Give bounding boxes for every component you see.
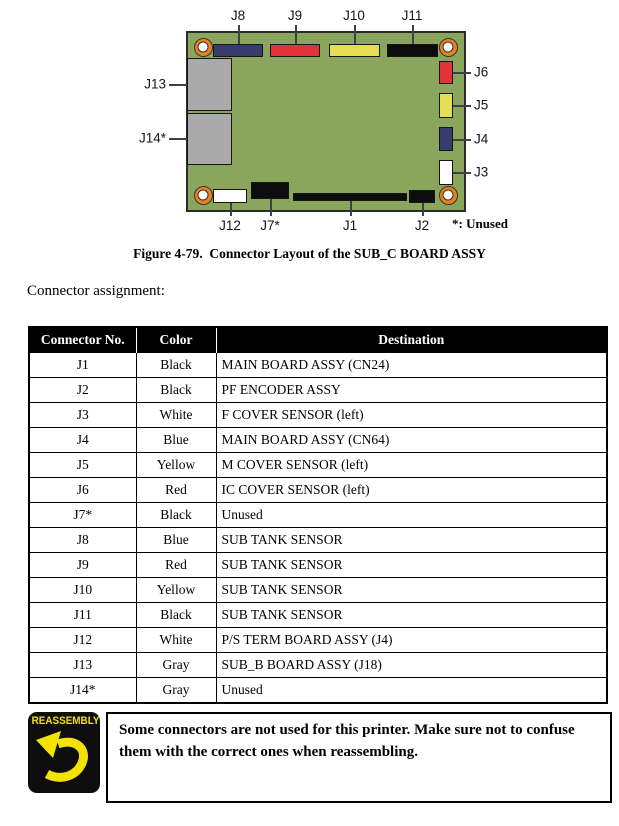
table-cell: J11 [29,603,136,628]
reassembly-icon-label: REASSEMBLY [31,715,100,727]
table-cell: IC COVER SENSOR (left) [216,478,607,503]
table-cell: Black [136,378,216,403]
table-cell: SUB TANK SENSOR [216,603,607,628]
table-row [29,403,607,428]
connector-j6 [439,61,453,84]
table-cell: SUB TANK SENSOR [216,578,607,603]
connector-j10 [329,44,380,57]
column-header: Connector No. [29,327,136,353]
table-row [29,378,607,403]
leader-line-j12 [230,203,232,216]
connector-label-j10: J10 [343,8,365,23]
table-cell: J6 [29,478,136,503]
connector-label-j1: J1 [342,218,358,233]
reassembly-icon [28,712,100,793]
table-cell: J5 [29,453,136,478]
table-row [29,428,607,453]
unused-note: *: Unused [452,216,508,231]
leader-line-j9 [295,25,297,44]
reassembly-note-text: Some connectors are not used for this printer. Make sure not to confuse them with the correct ones when reassembling. [119,722,575,760]
table-cell: Black [136,503,216,528]
table-row [29,678,607,704]
leader-line-j5 [453,105,471,107]
connector-label-j14: J14* [138,130,166,146]
connector-j9 [270,44,320,57]
connector-label-j5: J5 [474,97,489,113]
connector-label-j9: J9 [287,8,303,23]
connector-j14 [187,113,232,165]
leader-line-j1 [350,201,352,216]
table-cell: J3 [29,403,136,428]
table-cell: Blue [136,428,216,453]
connector-label-j6: J6 [474,64,489,80]
leader-line-j10 [354,25,356,44]
table-row [29,628,607,653]
connector-j5 [439,93,453,118]
mounting-hole [194,38,213,57]
column-header: Destination [216,327,607,353]
table-cell: F COVER SENSOR (left) [216,403,607,428]
table-cell: Red [136,478,216,503]
table-row [29,503,607,528]
connector-j7 [251,182,289,199]
leader-line-j14 [169,138,187,140]
connector-j1 [293,193,407,201]
table-cell: P/S TERM BOARD ASSY (J4) [216,628,607,653]
table-cell: J2 [29,378,136,403]
connector-label-j2: J2 [414,218,430,233]
table-cell: SUB_B BOARD ASSY (J18) [216,653,607,678]
table-cell: Red [136,553,216,578]
leader-line-j4 [453,139,471,141]
table-row [29,453,607,478]
intro-text: Connector assignment: [27,283,165,299]
connector-j13 [187,58,232,111]
table-cell: J13 [29,653,136,678]
table-cell: White [136,628,216,653]
table-row [29,553,607,578]
connector-j11 [387,44,438,57]
leader-line-j13 [169,84,187,86]
connector-label-j11: J11 [401,8,423,23]
table-cell: Black [136,603,216,628]
table-cell: Black [136,353,216,378]
table-cell: SUB TANK SENSOR [216,553,607,578]
table-cell: MAIN BOARD ASSY (CN64) [216,428,607,453]
table-row [29,353,607,378]
table-cell: Unused [216,503,607,528]
connector-label-j13: J13 [144,76,166,92]
connector-j3 [439,160,453,185]
table-cell: M COVER SENSOR (left) [216,453,607,478]
table-cell: J1 [29,353,136,378]
connector-label-j12: J12 [219,218,241,233]
table-cell: J7* [29,503,136,528]
table-cell: J8 [29,528,136,553]
leader-line-j2 [422,203,424,216]
table-cell: Gray [136,678,216,704]
connector-j4 [439,127,453,151]
table-row [29,578,607,603]
table-cell: White [136,403,216,428]
table-cell: SUB TANK SENSOR [216,528,607,553]
connector-j2 [409,190,435,203]
connector-label-j3: J3 [474,164,489,180]
mounting-hole [439,186,458,205]
leader-line-j6 [453,72,471,74]
mounting-hole [194,186,213,205]
table-header-row [29,327,607,353]
table-cell: J10 [29,578,136,603]
connector-label-j4: J4 [474,131,489,147]
leader-line-j11 [412,25,414,44]
board-figure [0,0,619,240]
table-cell: MAIN BOARD ASSY (CN24) [216,353,607,378]
table-cell: J4 [29,428,136,453]
table-cell: J9 [29,553,136,578]
table-cell: Yellow [136,453,216,478]
table-row [29,528,607,553]
connector-label-j7: J7* [260,218,280,233]
figure-caption: Figure 4-79. Connector Layout of the SUB_C BOARD ASSY [133,246,486,261]
table-cell: J14* [29,678,136,704]
table-cell: PF ENCODER ASSY [216,378,607,403]
table-cell: Yellow [136,578,216,603]
connector-table [28,326,608,704]
reassembly-note-box [106,712,612,803]
mounting-hole [439,38,458,57]
column-header: Color [136,327,216,353]
table-cell: Blue [136,528,216,553]
leader-line-j7 [270,199,272,216]
curved-arrow-icon [32,728,96,786]
table-cell: Gray [136,653,216,678]
leader-line-j3 [453,172,471,174]
table-row [29,653,607,678]
table-cell: J12 [29,628,136,653]
leader-line-j8 [238,25,240,44]
connector-j12 [213,189,247,203]
table-cell: Unused [216,678,607,704]
connector-j8 [213,44,263,57]
table-row [29,603,607,628]
connector-label-j8: J8 [230,8,246,23]
table-row [29,478,607,503]
